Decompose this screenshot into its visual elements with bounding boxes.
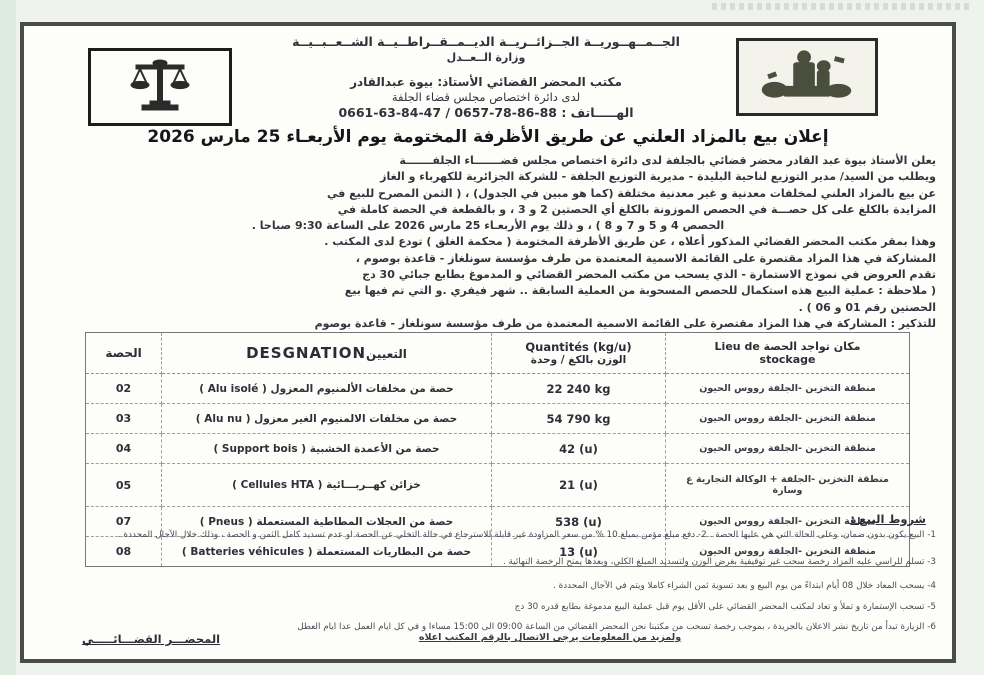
- reminder-line: للتذكير : المشاركة في هذا المزاد مقتصرة على القائمة الاسمية المعتمدة من طرف مؤسسة سونلغاز - قاعدة بوصوم: [314, 316, 936, 330]
- phone-line: الهـــــاتف : 88-86-78-0657 / 47-84-63-0661: [338, 105, 634, 120]
- lot-number: 03: [86, 404, 162, 434]
- lot-designation: حصة من مخلفات الالمنيوم الغير معزول ( Alu nu ): [162, 404, 492, 434]
- intro-line: يعلن الأستاذ بيوة عبد القادر محضر قضائي بالجلفة لدى دائرة اختصاص مجلس قضـــــــاء الجلفـــــــة: [399, 154, 936, 167]
- quantity-column-header: Quantités (kg/u) الوزن بالكغ / وحدة: [492, 333, 666, 374]
- lot-number: 02: [86, 374, 162, 404]
- scan-artifact: [712, 3, 970, 10]
- condition-line: 1- البيع يكون بدون ضمان، وعلى الحالة التي هي عليها الحصة . 2- دفع مبلغ مؤمن بمبلغ 10 % من سعر المزاودة غير قابلة للاسترجاع في حالة التخلي عن الحصة او عدم تسديد كامل الثمن و الحصة ، وذلك خلال الآجال المحددة .: [117, 530, 936, 540]
- lot-location: منطقة التخزين -الجلفة رووس الحيون: [666, 374, 910, 404]
- document-frame: [20, 22, 956, 663]
- lot-location: منطقة التخزين -الجلفة رووس الحيون: [666, 537, 910, 567]
- auction-date-line: الحصص 4 و 5 و 7 و 8 ) ، و ذلك يوم الأربعـاء 25 مارس 2026 على الساعة 9:30 صباحا .: [251, 219, 725, 233]
- lot-designation: خزائن كهــربـــائية ( Cellules HTA ): [162, 464, 492, 507]
- intro-line: المشاركة في هذا المزاد مقتصرة على القائمة الاسمية المعتمدة من طرف مؤسسة سونلغاز - قاعدة بوصوم ،: [355, 251, 936, 265]
- lot-number: 07: [86, 507, 162, 537]
- lot-designation: حصة من العجلات المطاطية المستعملة ( Pneus ): [162, 507, 492, 537]
- lot-column-header: الحصة: [86, 333, 162, 374]
- announcement-body: [40, 153, 936, 332]
- lot-number: 04: [86, 434, 162, 464]
- table-header-row: [86, 333, 910, 374]
- emblem-figures-icon: [748, 45, 866, 109]
- lot-quantity: 13 (u): [492, 537, 666, 567]
- table-row: [86, 434, 910, 464]
- table-row: [86, 404, 910, 434]
- condition-line: 6- الزيارة تبدأ من تاريخ نشر الاعلان بالجريدة ، بموجب رخصة تسحب من مكتبنا نحن المحضر القضائي من الساعة 09:00 الى 15:00 مساءا و في كل ايام العمل عدا ايام العطل: [297, 622, 936, 632]
- lot-location: منطقة التخزين -الجلفة رووس الحيون: [666, 404, 910, 434]
- condition-line: 4- يسحب المعاد خلال 08 أيام ابتداءً من يوم البيع و بعد تسوية ثمن الشراء كاملا ويتم في الآجال المحددة .: [553, 581, 936, 591]
- officer-signature: المحضـــر القضـــائـــــي: [82, 632, 221, 646]
- lot-designation: حصة من البطاريات المستعملة ( Batteries véhicules ): [162, 537, 492, 567]
- condition-line: 5- تسحب الإستمارة و تملأ و تعاد لمكتب المحضر القضائي على الأقل يوم قبل عملية البيع مدموغة بطابع قدره 30 دج: [514, 601, 936, 612]
- lot-location: منطقة التخزين -الجلفة رووس الحيون: [666, 434, 910, 464]
- conditions-title: شروط البيع :: [850, 512, 926, 526]
- scales-icon: [127, 57, 193, 117]
- bailiff-office-line: مكتب المحضر القضائي الأستاذ: بيوة عبدالقادر: [350, 75, 622, 89]
- lot-quantity: 54 790 kg: [492, 404, 666, 434]
- lot-location: منطقة التخزين -الجلفة رووس الحيون: [666, 507, 910, 537]
- lot-location: منطقة التخزين -الجلفة + الوكالة التجارية ع وسارة: [666, 464, 910, 507]
- note-line: الحصتين رقم 01 و 06 ) .: [798, 300, 936, 314]
- intro-line: تقدم العروض في نموذج الاستمارة - الذي يسحب من مكتب المحضر القضائي و المدموغ بطابع جبائي 30 دج: [362, 268, 936, 282]
- note-line: ( ملاحظة : عملية البيع هذه استكمال للحصص المسحوبة من العملية السابقة .. شهر فيفري .و التي تم فيها بيع: [344, 284, 936, 298]
- justice-logo-box: [88, 48, 232, 126]
- intro-line: ويطلب من السيد/ مدير التوزيع لناحية البليدة - مديرية التوزيع الجلفة - للشركة الجزائرية للكهرباء و الغاز: [380, 170, 936, 184]
- jurisdiction-line: لدى دائرة اختصاص مجلس قضاء الجلفة: [391, 90, 581, 104]
- table-row: [86, 464, 910, 507]
- condition-line: 3- تسلم للراسي عليه المزاد رخصة سحب غير توقيفية بغرض الوزن ولتسديد المبلغ الكلي، وبعدها يمنح الرخصة النهائية .: [502, 556, 936, 567]
- intro-line: وهذا بمقر مكتب المحضر القضائي المذكور أعلاه ، عن طريق الأظرفة المختومة ( محكمة الغلق ) تودع لدى المكتب .: [324, 235, 936, 249]
- emblem-stamp-box: [736, 38, 878, 116]
- contact-note: ولمزيد من المعلومات يرجى الاتصال بالرقم المكتب اعلاه: [418, 632, 682, 643]
- lot-number: 05: [86, 464, 162, 507]
- scan-edge-tint: [0, 0, 16, 675]
- intro-line: المزايدة بالكلغ على كل حصـــة في الحصص الموزونة بالكلغ أي الحصتين 2 و 3 ، و بالقطعة في الحصة كاملة في: [337, 202, 936, 216]
- lot-designation: حصة من الأعمدة الخشبية ( Support bois ): [162, 434, 492, 464]
- intro-line: عن بيع بالمزاد العلني لمخلفات معدنية و غير معدنية مختلفة (كما هو مبين في الجدول) ، ( الثمن المصرح للبيع في: [327, 186, 936, 200]
- lot-quantity: 538 (u): [492, 507, 666, 537]
- designation-column-header: DESGNATIONالتعيين: [162, 333, 492, 374]
- republic-line: الجــمــهــوريــة الجــزائــريــة الديــمــقــراطــيــة الشــعــبــيــة: [292, 34, 680, 49]
- lot-number: 08: [86, 537, 162, 567]
- conditions-list: [40, 529, 936, 634]
- lot-quantity: 22 240 kg: [492, 374, 666, 404]
- announcement-title: إعلان بيع بالمزاد العلني عن طريق الأظرفة المختومة يوم الأربعـاء 25 مارس 2026: [147, 127, 829, 147]
- letterhead: [246, 34, 726, 120]
- storage-column-header: مكان تواجد الحصة Lieu de stockage: [666, 333, 910, 374]
- lot-quantity: 42 (u): [492, 434, 666, 464]
- table-row: [86, 374, 910, 404]
- ministry-line: وزارة الــعــدل: [446, 51, 526, 64]
- lot-quantity: 21 (u): [492, 464, 666, 507]
- lot-designation: حصة من مخلفات الألمنيوم المعزول ( Alu isolé ): [162, 374, 492, 404]
